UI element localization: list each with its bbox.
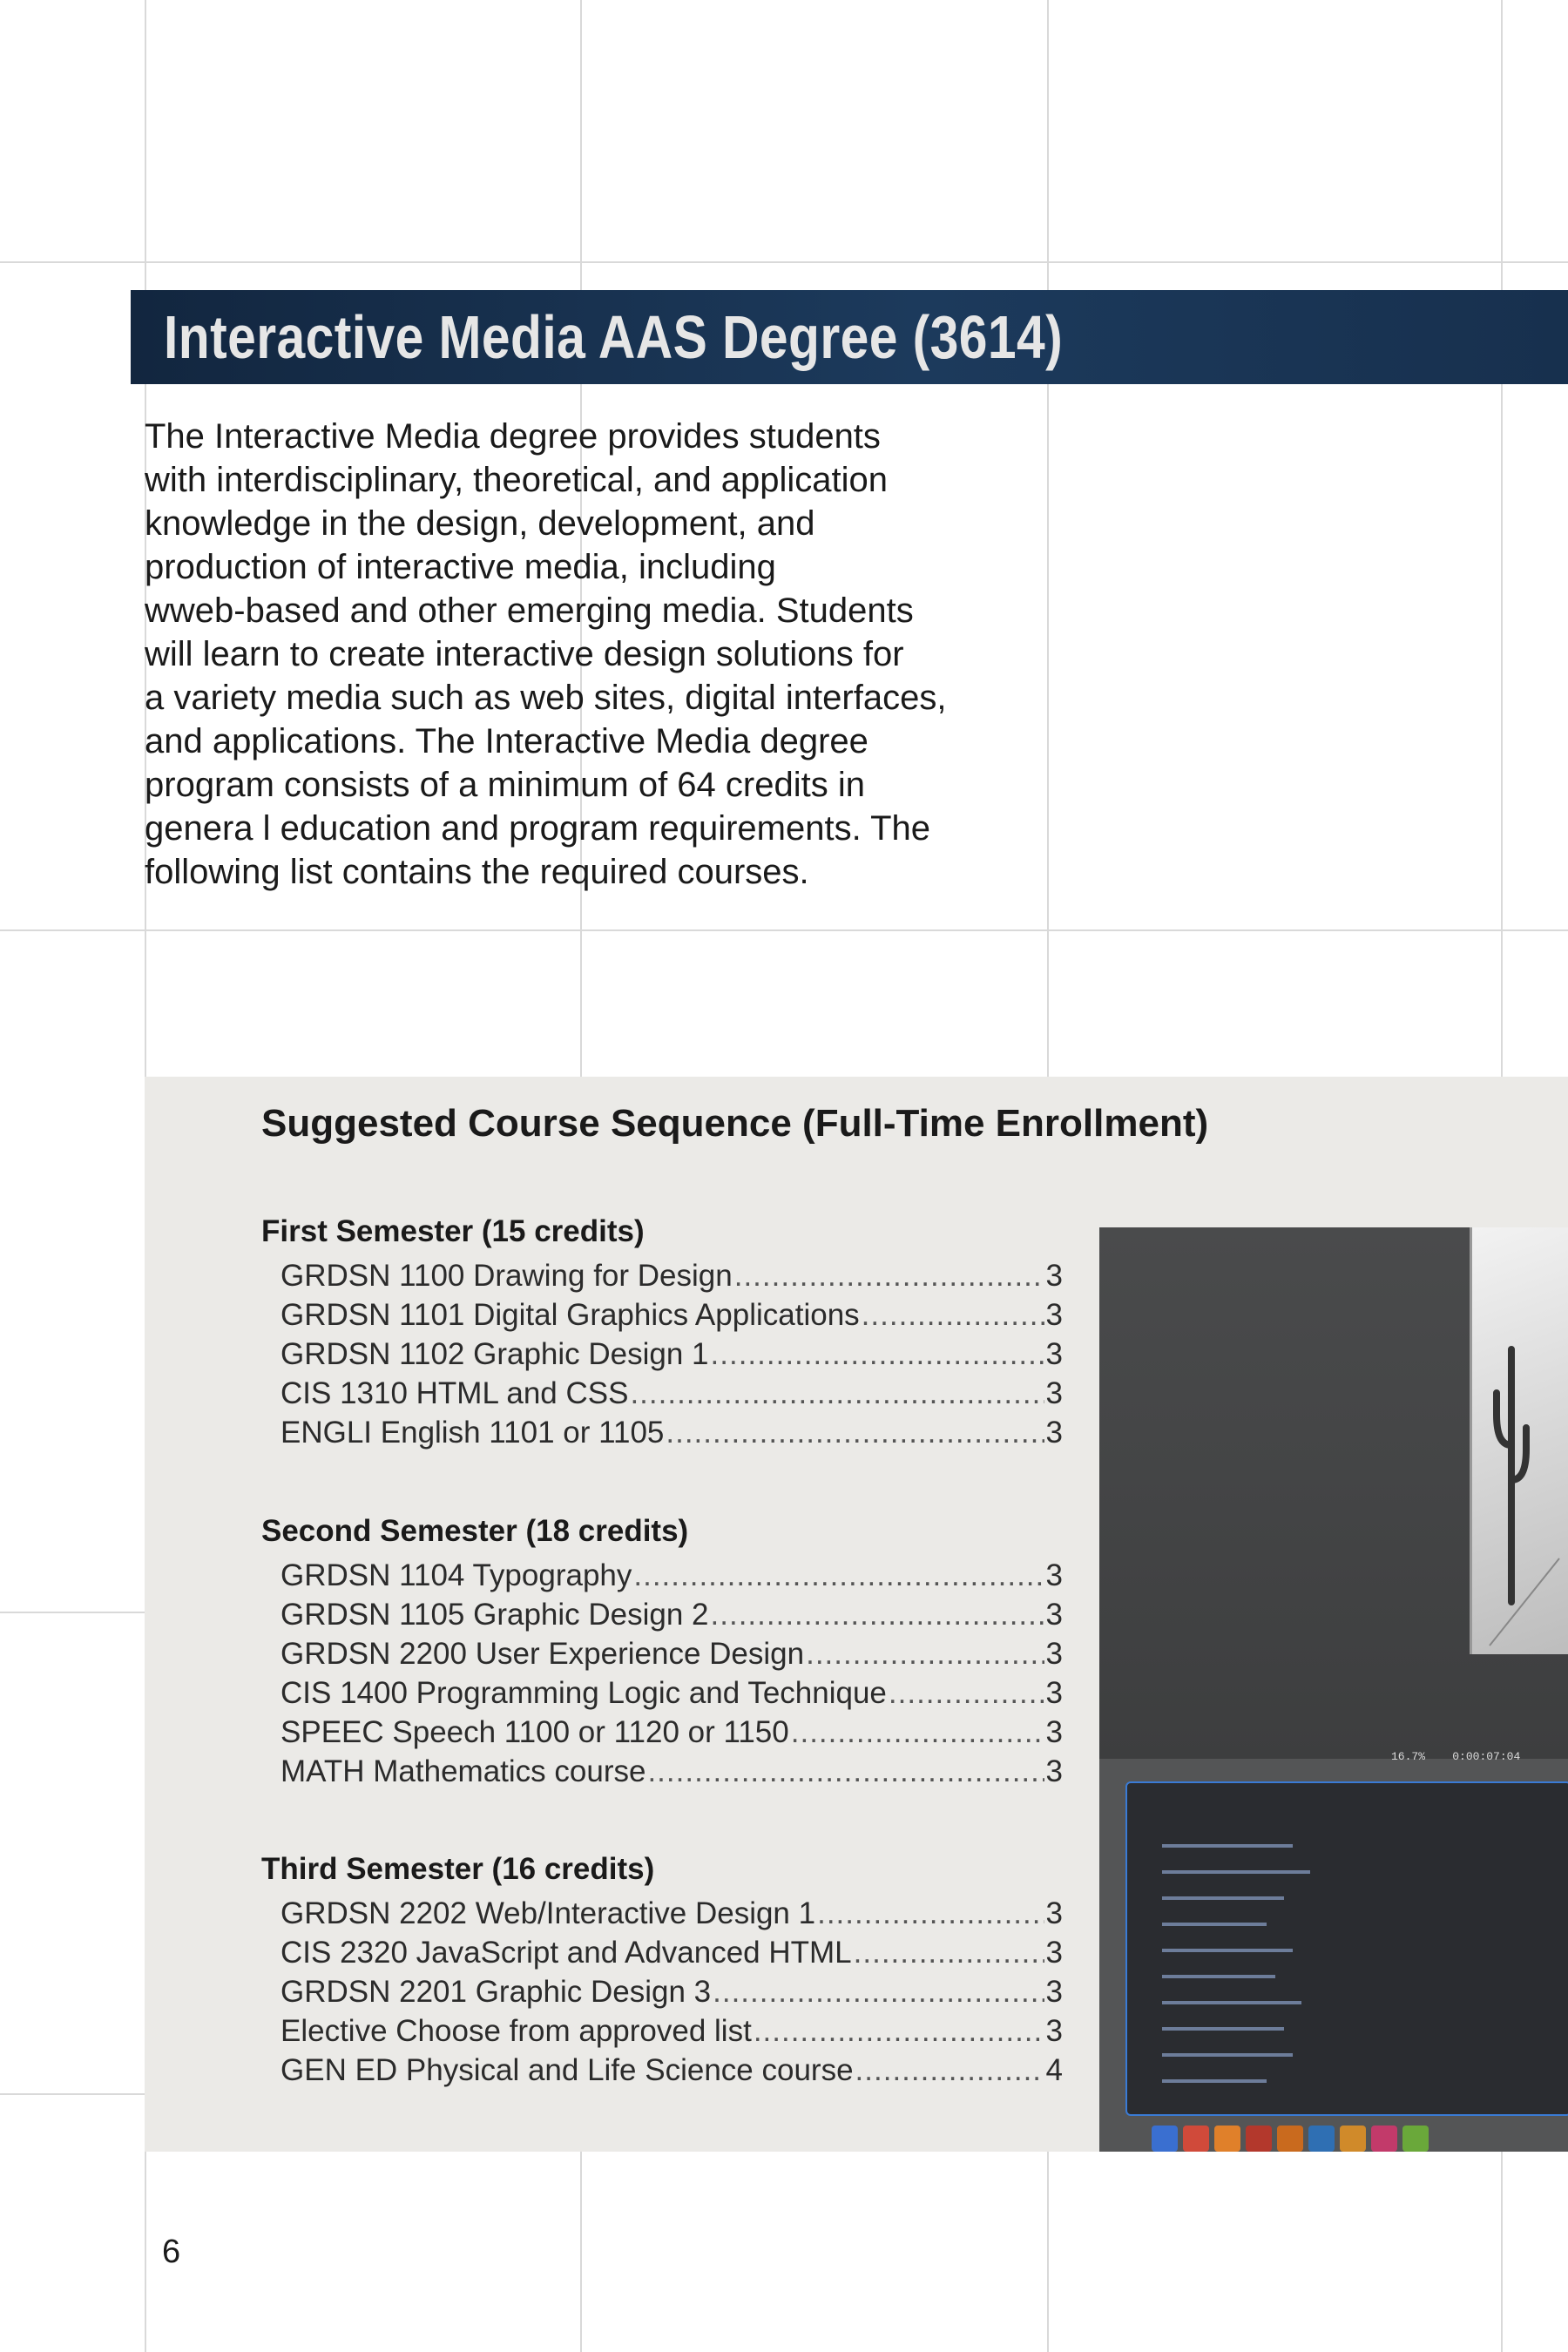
dot-leader xyxy=(630,1374,1044,1413)
course-row xyxy=(261,1595,1063,1634)
course-name: Elective Choose from approved list xyxy=(280,2014,752,2048)
app-icon xyxy=(1340,2126,1366,2152)
app-dock xyxy=(1152,2118,1568,2152)
course-row xyxy=(261,1295,1063,1335)
semester-title: Second Semester (18 credits) xyxy=(261,1514,689,1548)
course-name: MATH Mathematics course xyxy=(280,1754,646,1788)
intro-line: and applications. The Interactive Media degree xyxy=(145,722,868,760)
app-icon xyxy=(1152,2126,1178,2152)
course-row xyxy=(261,2011,1063,2051)
layer-row xyxy=(1162,1923,1267,1926)
course-credits: 3 xyxy=(1045,1754,1063,1788)
intro-paragraph xyxy=(145,415,1068,894)
dot-leader xyxy=(666,1413,1044,1452)
course-row xyxy=(261,1673,1063,1713)
course-name: GRDSN 2200 User Experience Design xyxy=(280,1637,805,1671)
course-credits: 3 xyxy=(1045,1936,1063,1970)
course-name: GRDSN 1102 Graphic Design 1 xyxy=(280,1337,709,1371)
course-name: GRDSN 2201 Graphic Design 3 xyxy=(280,1975,712,2009)
dot-leader xyxy=(855,2051,1044,2090)
sequence-heading: Suggested Course Sequence (Full-Time Enrollment) xyxy=(261,1102,1209,1145)
layer-row xyxy=(1162,2027,1284,2031)
intro-line: program consists of a minimum of 64 credits in xyxy=(145,766,865,804)
intro-line: knowledge in the design, development, and xyxy=(145,504,815,543)
course-credits: 3 xyxy=(1045,1337,1063,1371)
intro-line: with interdisciplinary, theoretical, and application xyxy=(145,461,889,499)
course-name: GRDSN 1105 Graphic Design 2 xyxy=(280,1598,709,1632)
semester-block-first xyxy=(261,1207,1063,1452)
course-row xyxy=(261,1256,1063,1295)
app-icon xyxy=(1308,2126,1335,2152)
course-credits: 3 xyxy=(1045,1975,1063,2009)
course-credits: 3 xyxy=(1045,1598,1063,1632)
app-icon xyxy=(1402,2126,1429,2152)
dot-leader xyxy=(791,1713,1044,1752)
dot-leader xyxy=(817,1894,1044,1933)
title-banner xyxy=(131,290,1568,384)
page-title: Interactive Media AAS Degree (3614) xyxy=(164,303,1064,371)
course-row xyxy=(261,1413,1063,1452)
course-name: GEN ED Physical and Life Science course xyxy=(280,2053,854,2087)
dot-leader xyxy=(647,1752,1044,1791)
dot-leader xyxy=(711,1595,1044,1634)
monitor-photo xyxy=(1099,1227,1568,2152)
layer-row xyxy=(1162,1975,1275,1978)
course-credits: 3 xyxy=(1045,1715,1063,1749)
course-name: GRDSN 1104 Typography xyxy=(280,1558,632,1592)
app-icon xyxy=(1183,2126,1209,2152)
course-name: CIS 1400 Programming Logic and Technique xyxy=(280,1676,887,1710)
course-row xyxy=(261,1374,1063,1413)
course-row xyxy=(261,1972,1063,2011)
semester-title: First Semester (15 credits) xyxy=(261,1214,645,1248)
composition-preview xyxy=(1470,1227,1568,1654)
timeline-panel xyxy=(1125,1781,1568,2116)
cactus-illustration xyxy=(1472,1227,1568,1654)
course-credits: 3 xyxy=(1045,1637,1063,1671)
course-row xyxy=(261,1713,1063,1752)
course-name: GRDSN 2202 Web/Interactive Design 1 xyxy=(280,1896,816,1930)
viewer-toolbar xyxy=(1391,1750,1568,1774)
course-row xyxy=(261,1335,1063,1374)
layer-row xyxy=(1162,1870,1310,1874)
dot-leader xyxy=(854,1933,1044,1972)
semester-block-third xyxy=(261,1845,1063,2090)
intro-line: wweb-based and other emerging media. Students xyxy=(145,591,914,630)
dot-leader xyxy=(889,1673,1044,1713)
course-credits: 3 xyxy=(1045,1558,1063,1592)
dot-leader xyxy=(711,1335,1044,1374)
app-icon xyxy=(1371,2126,1397,2152)
layer-row xyxy=(1162,1949,1293,1952)
course-credits: 3 xyxy=(1045,1676,1063,1710)
layer-row xyxy=(1162,2053,1293,2057)
intro-line: The Interactive Media degree provides students xyxy=(145,417,881,456)
intro-line: genera l education and program requirements. The xyxy=(145,809,931,848)
intro-line: following list contains the required courses. xyxy=(145,853,809,891)
course-credits: 3 xyxy=(1045,1896,1063,1930)
course-credits: 3 xyxy=(1045,1259,1063,1293)
app-icon xyxy=(1246,2126,1272,2152)
semester-block-second xyxy=(261,1507,1063,1791)
intro-line: a variety media such as web sites, digital interfaces, xyxy=(145,679,947,717)
page-number: 6 xyxy=(162,2234,181,2270)
layer-row xyxy=(1162,1896,1284,1900)
course-row xyxy=(261,1894,1063,1933)
course-row xyxy=(261,1752,1063,1791)
course-name: ENGLI English 1101 or 1105 xyxy=(280,1416,665,1450)
intro-line: will learn to create interactive design solutions for xyxy=(145,635,904,673)
zoom-level: 16.7% xyxy=(1391,1750,1426,1763)
app-icon xyxy=(1277,2126,1303,2152)
course-name: CIS 2320 JavaScript and Advanced HTML xyxy=(280,1936,852,1970)
app-icon xyxy=(1214,2126,1240,2152)
dot-leader xyxy=(633,1556,1044,1595)
grid-line xyxy=(0,929,1568,931)
layer-row xyxy=(1162,1844,1293,1848)
dot-leader xyxy=(754,2011,1044,2051)
course-credits: 3 xyxy=(1045,2014,1063,2048)
course-name: GRDSN 1101 Digital Graphics Applications xyxy=(280,1298,860,1332)
course-name: SPEEC Speech 1100 or 1120 or 1150 xyxy=(280,1715,789,1749)
course-credits: 3 xyxy=(1045,1376,1063,1410)
timecode-readout: 0:00:07:04 xyxy=(1452,1750,1521,1763)
course-name: CIS 1310 HTML and CSS xyxy=(280,1376,629,1410)
grid-line xyxy=(0,261,1568,263)
layer-row xyxy=(1162,2001,1301,2004)
dot-leader xyxy=(806,1634,1044,1673)
course-row xyxy=(261,1933,1063,1972)
semester-title: Third Semester (16 credits) xyxy=(261,1852,655,1886)
course-row xyxy=(261,1556,1063,1595)
course-row xyxy=(261,1634,1063,1673)
layer-row xyxy=(1162,2079,1267,2083)
course-credits: 4 xyxy=(1045,2053,1063,2087)
intro-line: production of interactive media, including xyxy=(145,548,776,586)
course-row xyxy=(261,2051,1063,2090)
dot-leader xyxy=(862,1295,1044,1335)
course-credits: 3 xyxy=(1045,1416,1063,1450)
course-credits: 3 xyxy=(1045,1298,1063,1332)
course-name: GRDSN 1100 Drawing for Design xyxy=(280,1259,733,1293)
dot-leader xyxy=(734,1256,1044,1295)
dot-leader xyxy=(713,1972,1044,2011)
